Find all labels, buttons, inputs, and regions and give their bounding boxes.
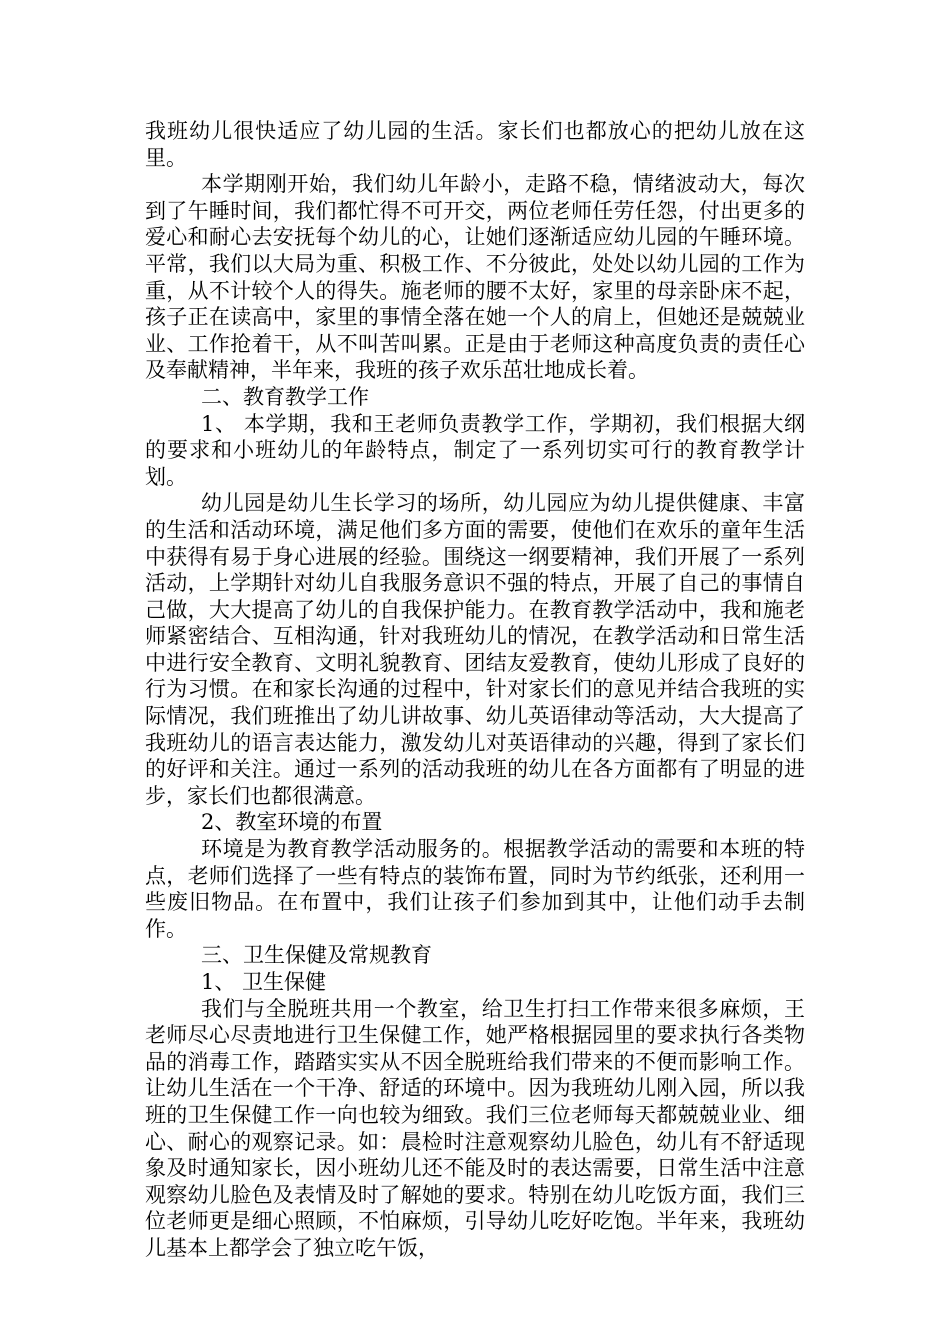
- paragraph: 我班幼儿很快适应了幼儿园的生活。家长们也都放心的把幼儿放在这里。: [145, 119, 805, 170]
- paragraph: 环境是为教育教学活动服务的。根据教学活动的需要和本班的特点，老师们选择了一些有特点的装饰布置，同时为节约纸张，还利用一些废旧物品。在布置中，我们让孩子们参加到其中，让他们动手去制作。: [145, 837, 805, 941]
- document-page: [145, 118, 805, 1262]
- paragraph: 我们与全脱班共用一个教室，给卫生打扫工作带来很多麻烦，王老师尽心尽责地进行卫生保健工作，她严格根据园里的要求执行各类物品的消毒工作，踏踏实实从不因全脱班给我们带来的不便而影响工作。让幼儿生活在一个干净、舒适的环境中。因为我班幼儿刚入园，所以我班的卫生保健工作一向也较为细致。我们三位老师每天都兢兢业业、细心、耐心的观察记录。如：晨检时注意观察幼儿脸色，幼儿有不舒适现象及时通知家长，因小班幼儿还不能及时的表达需要，日常生活中注意观察幼儿脸色及表情及时了解她的要求。特别在幼儿吃饭方面，我们三位老师更是细心照顾，不怕麻烦，引导幼儿吃好吃饱。半年来，我班幼儿基本上都学会了独立吃午饭，: [145, 996, 805, 1260]
- paragraph: 幼儿园是幼儿生长学习的场所，幼儿园应为幼儿提供健康、丰富的生活和活动环境，满足他们多方面的需要，使他们在欢乐的童年生活中获得有易于身心进展的经验。围绕这一纲要精神，我们开展了一系列活动，上学期针对幼儿自我服务意识不强的特点，开展了自己的事情自己做，大大提高了幼儿的自我保护能力。在教育教学活动中，我和施老师紧密结合、互相沟通，针对我班幼儿的情况，在教学活动和日常生活中进行安全教育、文明礼貌教育、团结友爱教育，使幼儿形成了良好的行为习惯。在和家长沟通的过程中，针对家长们的意见并结合我班的实际情况，我们班推出了幼儿讲故事、幼儿英语律动等活动，大大提高了我班幼儿的语言表达能力，激发幼儿对英语律动的兴趣，得到了家长们的好评和关注。通过一系列的活动我班的幼儿在各方面都有了明显的进步，家长们也都很满意。: [145, 491, 805, 808]
- subsection-heading: 2、教室环境的布置: [201, 810, 383, 835]
- section-heading: 二、教育教学工作: [201, 384, 369, 409]
- paragraph: 本学期刚开始，我们幼儿年龄小，走路不稳，情绪波动大，每次到了午睡时间，我们都忙得不可开交，两位老师任劳任怨，付出更多的爱心和耐心去安抚每个幼儿的心，让她们逐渐适应幼儿园的午睡环境。平常，我们以大局为重、积极工作、不分彼此，处处以幼儿园的工作为重，从不计较个人的得失。施老师的腰不太好，家里的母亲卧床不起，孩子正在读高中，家里的事情全落在她一个人的肩上，但她还是兢兢业业、工作抢着干，从不叫苦叫累。正是由于老师这种高度负责的责任心及奉献精神，半年来，我班的孩子欢乐茁壮地成长着。: [145, 172, 805, 383]
- subsection-heading: 1、 卫生保健: [201, 970, 327, 994]
- section-heading: 三、卫生保健及常规教育: [201, 943, 432, 968]
- paragraph: 1、 本学期，我和王老师负责教学工作，学期初，我们根据大纲的要求和小班幼儿的年龄特点，制定了一系列切实可行的教育教学计划。: [145, 411, 805, 489]
